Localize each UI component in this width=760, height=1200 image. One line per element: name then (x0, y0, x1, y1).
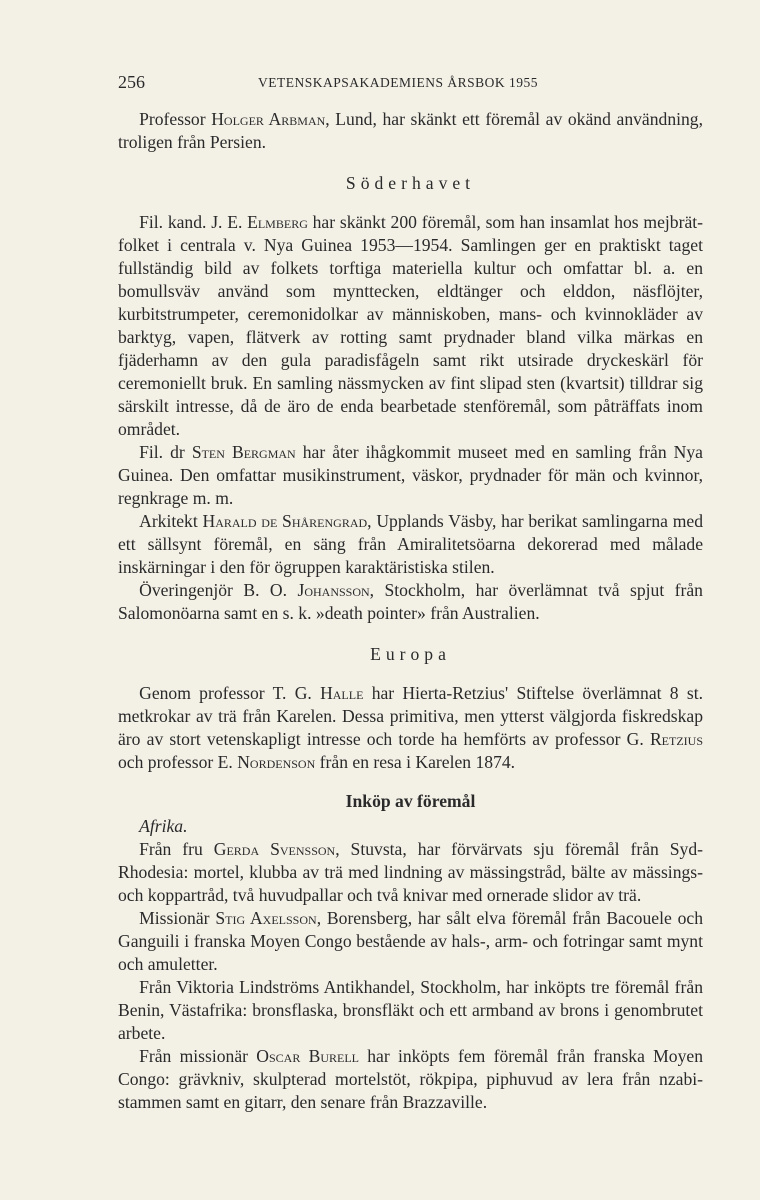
page-number: 256 (118, 72, 145, 92)
person-name: Sten Bergman (191, 442, 296, 462)
section-heading-soderhavet: Söderhavet (345, 173, 476, 193)
person-name: Elmberg (247, 212, 308, 232)
person-name: Retzius (649, 729, 703, 749)
person-name: Gerda Svensson (213, 839, 336, 859)
paragraph-svensson: Från fru Gerda Svensson, Stuvsta, har förvärvats sju föremål från Syd-Rhodesia: mortel, klubba av trä med lindning av mässingstråd, bälte av mässings- och koppartråd, två huvudpallar och två knivar med ornerade slidor av trä. (118, 839, 704, 905)
paragraph-elmberg: Fil. kand. J. E. Elmberg har skänkt 200 föremål, som han insamlat hos mejbrät-folket i centrala v. Nya Guinea 1953—1954. Samlingen ger en praktiskt taget fullständig bild av folkets torftiga materiella kultur och omfattar bl. a. en bomullsväv använd som mynttecken, eldtänger och elddon, näsflöjter, kurbitstrumpeter, ceremonidolkar av människoben, mans- och kvinnokläder av barktyg, vapen, flätverk av rotting samt prydnader bland vilka märkas en fjäderhamn av den gula paradisfågeln samt rikt utsirade dryckeskärl för ceremoniellt bruk. En samling nässmycken av fint slipad sten (kvartsit) tilldrar sig särskilt intresse, då de äro de enda bearbetade stenföremål, som påträffats inom området. (118, 212, 703, 439)
paragraph-axelsson: Missionär Stig Axelsson, Borensberg, har sålt elva föremål från Bacouele och Ganguili i franska Moyen Congo bestående av hals-, arm- och fotringar samt mynt och amuletter. (118, 908, 704, 974)
person-name: Harald de Shårengrad (202, 511, 368, 531)
section-heading-inkop: Inköp av föremål (345, 791, 476, 811)
person-name: Nordenson (237, 752, 316, 772)
paragraph-arbman: Professor Holger Arbman, Lund, har skänkt ett föremål av okänd användning, troligen från Persien. (118, 109, 703, 152)
subheading-afrika: Afrika. (139, 816, 188, 836)
page-body (118, 108, 703, 1114)
paragraph-halle: Genom professor T. G. Halle har Hierta-Retzius' Stiftelse överlämnat 8 st. metkrokar av trä från Karelen. Dessa primitiva, men ytterst välgjorda fiskredskap äro av stort vetenskapligt intresse och torde ha hemförts av professor G. Retzius och professor E. Nordenson från en resa i Karelen 1874. (118, 683, 703, 772)
section-heading-europa: Europa (370, 644, 451, 664)
paragraph-burell: Från missionär Oscar Burell har inköpts fem föremål från franska Moyen Congo: grävkniv, skulpterad mortelstöt, rökpipa, piphuvud av lera från nzabi-stammen samt en gitarr, den senare från Brazzaville. (118, 1046, 703, 1112)
person-name: Oscar Burell (256, 1046, 359, 1066)
person-name: Johansson (297, 580, 370, 600)
person-name: Halle (320, 683, 364, 703)
paragraph-lindstrom: Från Viktoria Lindströms Antikhandel, Stockholm, har inköpts tre föremål från Benin, Västafrika: bronsflaska, bronsfläkt och ett armband av brons i genombrutet arbete. (118, 977, 703, 1043)
paragraph-bergman: Fil. dr Sten Bergman har åter ihågkommit museet med en samling från Nya Guinea. Den omfattar musikinstrument, väskor, prydnader för män och kvinnor, regnkrage m. m. (118, 442, 703, 508)
person-name: Holger Arbman (211, 109, 326, 129)
person-name: Stig Axelsson (215, 908, 317, 928)
paragraph-sharengrad: Arkitekt Harald de Shårengrad, Upplands Väsby, har berikat samlingarna med ett sällsynt föremål, en säng från Amiralitetsöarna dekorerad med målade inskärningar i den för ögruppen karaktäristiska stilen. (118, 511, 704, 577)
paragraph-johansson: Överingenjör B. O. Johansson, Stockholm, har överlämnat två spjut från Salomonöarna samt en s. k. »death pointer» från Australien. (118, 580, 703, 623)
running-title: VETENSKAPSAKADEMIENS ÅRSBOK 1955 (258, 75, 539, 90)
